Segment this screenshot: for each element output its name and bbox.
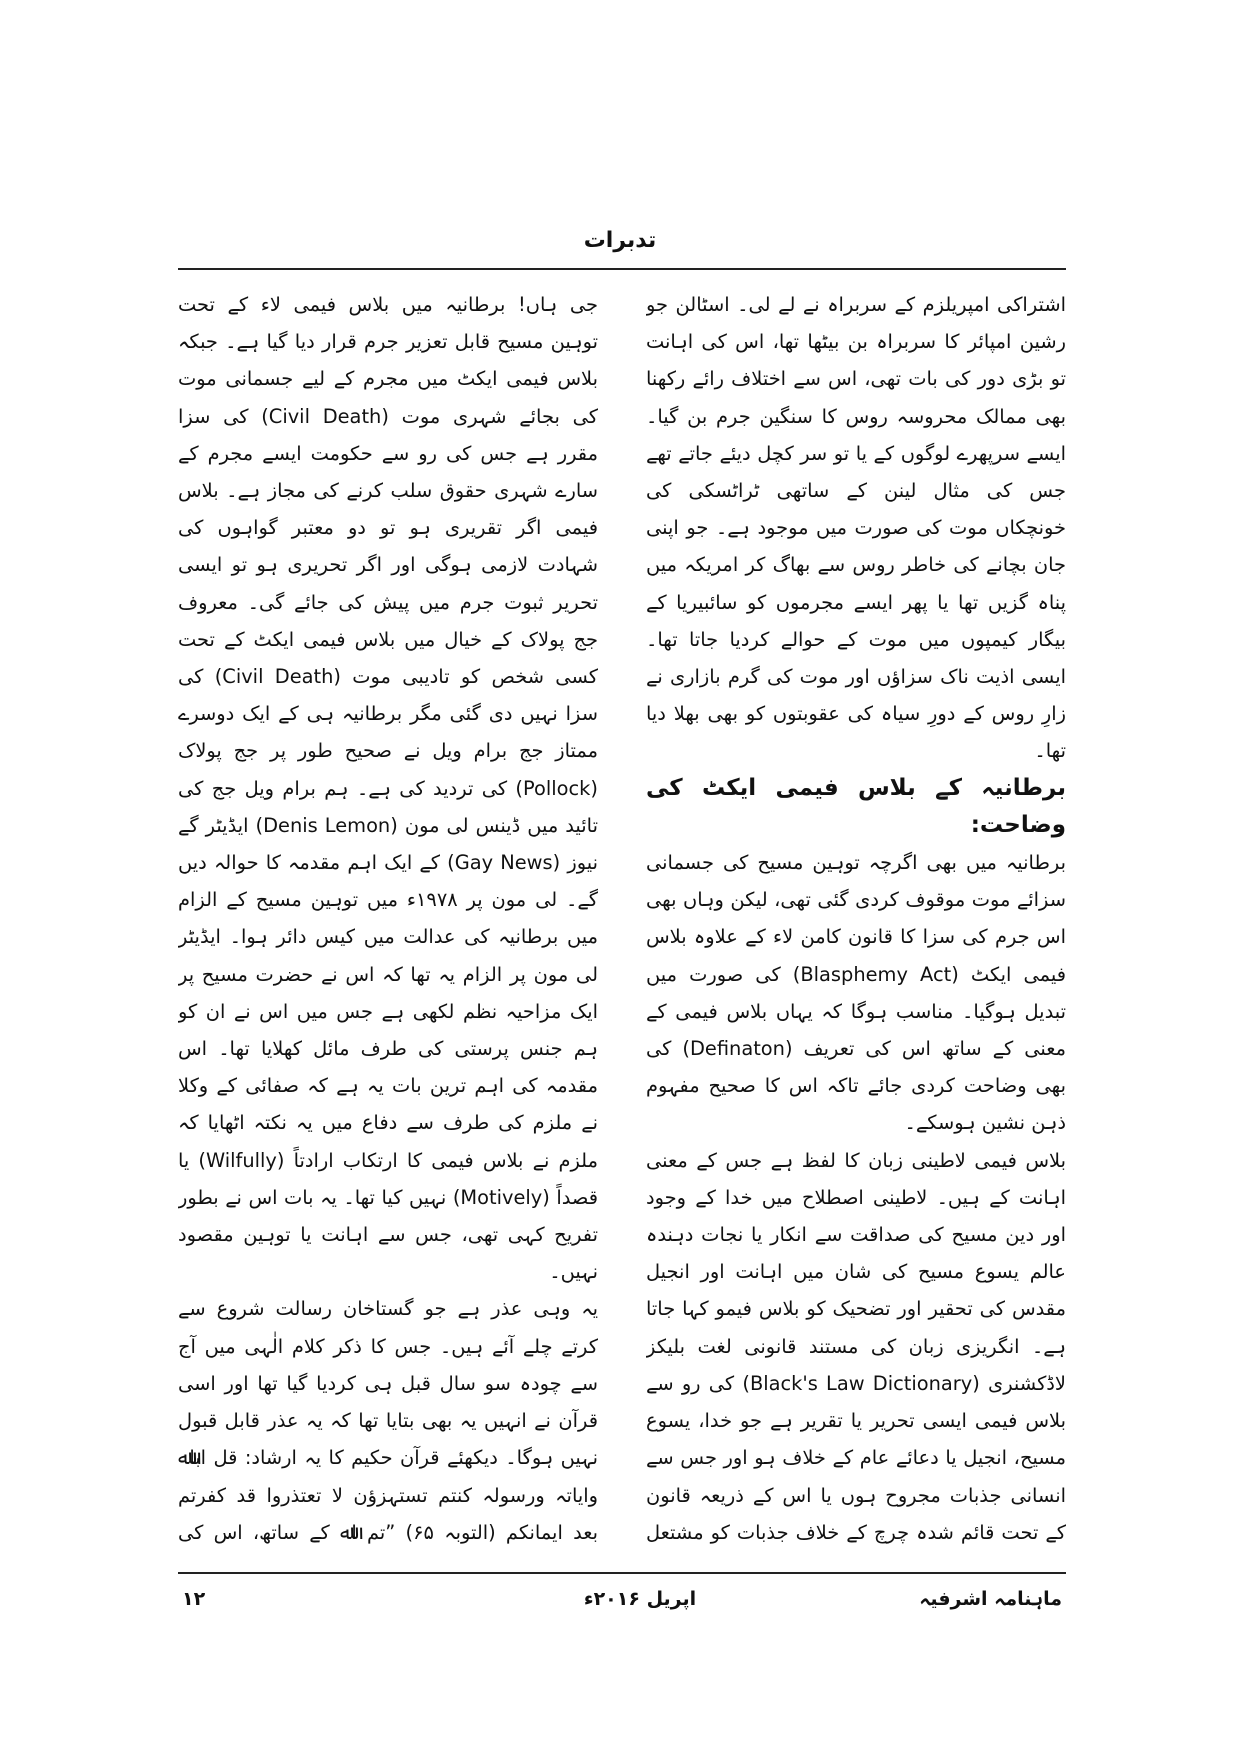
right-column [646, 286, 1066, 1552]
page-number: ۱۲ [182, 1588, 206, 1610]
section-heading: برطانیہ کے بلاس فیمی ایکٹ کی وضاحت: [646, 774, 1066, 838]
header-rule [178, 268, 1066, 270]
paragraph: بلاس فیمی لاطینی زبان کا لفظ ہے جس کے معنی اہانت کے ہیں۔ لاطینی اصطلاح میں خدا کے وجود اور دین مسیح کی صداقت سے انکار یا نجات دہندہ عالم یسوع مسیح کی شان میں اہانت اور انجیل مقدس کی تحقیر اور تضحیک کو بلاس فیمو کہا جاتا ہے۔ انگریزی زبان کی مستند قانونی لغت بلیکز لاڈکشنری (Black's Law Dictionary) کی رو سے بلاس فیمی ایسی تحریر یا تقریر ہے جو خدا، یسوع مسیح، انجیل یا دعائے عام کے خلاف ہو اور جس سے انسانی جذبات مجروح ہوں یا اس کے ذریعہ قانون کے تحت قائم شدہ چرچ کے خلاف جذبات کو مشتعل [646, 1148, 1066, 1544]
footer-rule [178, 1572, 1066, 1574]
paragraph: اشتراکی امپریلزم کے سربراہ نے لے لی۔ اسٹالن جو رشین امپائر کا سربراہ بن بیٹھا تھا، اس کی اہانت تو بڑی دور کی بات تھی، اس سے اختلاف رائے رکھنا بھی ممالک محروسہ روس کا سنگین جرم بن گیا۔ ایسے سرپھرے لوگوں کے یا تو سر کچل دیئے جاتے تھے جس کی مثال لینن کے ساتھی ٹراٹسکی کی خونچکاں موت کی صورت میں موجود ہے۔ جو اپنی جان بچانے کی خاطر روس سے بھاگ کر امریکہ میں پناہ گزیں تھا یا پھر ایسے مجرموں کو سائبیریا کے بیگار کیمپوں میں موت کے حوالے کردیا جاتا تھا۔ ایسی اذیت ناک سزاؤں اور موت کی گرم بازاری نے زارِ روس کے دورِ سیاہ کی عقوبتوں کو بھی بھلا دیا تھا۔ [646, 293, 1066, 763]
left-column [178, 286, 598, 1552]
running-header: تدبرات [583, 228, 657, 253]
footer-magazine-name: ماہنامہ اشرفیہ [919, 1588, 1062, 1610]
footer-issue-date: اپریل ۲۰۱۶ء [583, 1588, 697, 1610]
paragraph: جی ہاں! برطانیہ میں بلاس فیمی لاء کے تحت توہین مسیح قابل تعزیر جرم قرار دیا گیا ہے۔ جبکہ بلاس فیمی ایکٹ میں مجرم کے لیے جسمانی موت کی بجائے شہری موت (Civil Death) کی سزا مقرر ہے جس کی رو سے حکومت ایسے مجرم کے سارے شہری حقوق سلب کرنے کی مجاز ہے۔ بلاس فیمی اگر تقریری ہو تو دو معتبر گواہوں کی شہادت لازمی ہوگی اور اگر تحریری ہو تو ایسی تحریر ثبوت جرم میں پیش کی جائے گی۔ معروف جج پولاک کے خیال میں بلاس فیمی ایکٹ کے تحت کسی شخص کو تادیبی موت (Civil Death) کی سزا نہیں دی گئی مگر برطانیہ ہی کے ایک دوسرے ممتاز جج برام ویل نے صحیح طور پر جج پولاک (Pollock) کی تردید کی ہے۔ ہم برام ویل جج کی تائید میں ڈینس لی مون (Denis Lemon) ایڈیٹر گے نیوز (Gay News) کے ایک اہم مقدمہ کا حوالہ دیں گے۔ لی مون پر ۱۹۷۸ء میں توہین مسیح کے الزام میں برطانیہ کی عدالت میں کیس دائر ہوا۔ ایڈیٹر لی مون پر الزام یہ تھا کہ اس نے حضرت مسیح پر ایک مزاحیہ نظم لکھی ہے جس میں اس نے ان کو ہم جنس پرستی کی طرف مائل کھلایا تھا۔ اس مقدمہ کی اہم ترین بات یہ ہے کہ صفائی کے وکلا نے ملزم کی طرف سے دفاع میں یہ نکتہ اٹھایا کہ ملزم نے بلاس فیمی کا ارتکاب ارادتاً (Wilfully) یا قصداً (Motively) نہیں کیا تھا۔ یہ بات اس نے بطور تفریح کہی تھی، جس سے اہانت یا توہین مقصود نہیں۔ [178, 293, 598, 1284]
paragraph: یہ وہی عذر ہے جو گستاخان رسالت شروع سے کرتے چلے آئے ہیں۔ جس کا ذکر کلام الٰہی میں آج سے چودہ سو سال قبل ہی کردیا گیا تھا اور اسی قرآن نے انہیں یہ بھی بتایا تھا کہ یہ عذر قابل قبول نہیں ہوگا۔ دیکھئے قرآن حکیم کا یہ ارشاد: قل اباﷲ وایاتہ ورسولہ کنتم تستہزؤن لا تعتذروا قد کفرتم بعد ایمانکم (التوبہ ۶۵) ”تم اﷲ کے ساتھ، اس کی [178, 1297, 598, 1544]
paragraph: برطانیہ میں بھی اگرچہ توہین مسیح کی جسمانی سزائے موت موقوف کردی گئی تھی، لیکن وہاں بھی اس جرم کی سزا کا قانون کامن لاء کے علاوہ بلاس فیمی ایکٹ (Blasphemy Act) کی صورت میں تبدیل ہوگیا۔ مناسب ہوگا کہ یہاں بلاس فیمی کے معنی کے ساتھ اس کی تعریف (Definaton) کی بھی وضاحت کردی جائے تاکہ اس کا صحیح مفہوم ذہن نشین ہوسکے۔ [646, 851, 1066, 1135]
